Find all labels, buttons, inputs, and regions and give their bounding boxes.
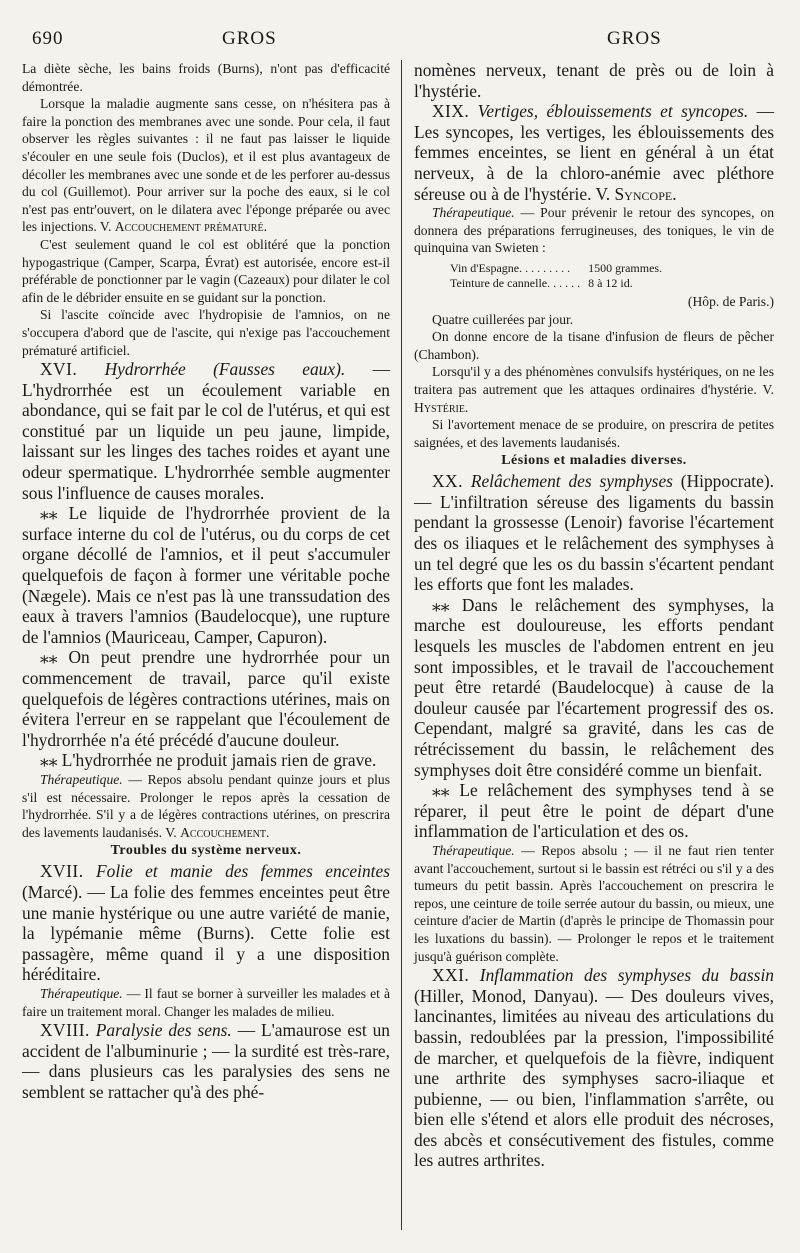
section-title: Folie et manie des femmes enceintes <box>96 861 390 882</box>
section-title: Vertiges, éblouissements et syncopes. <box>477 101 749 122</box>
recipe-row <box>450 261 670 276</box>
section-title: Hydrorrhée (Fausses eaux). <box>104 359 346 380</box>
section-xviii: XVIII. Paralysie des sens. — L'amaurose est un accident de l'albuminurie ; — la surdité est très-rare, — dans plusieurs cas les paralysies des sens ne semblent se rattacher qu'à des phé- <box>22 1020 390 1102</box>
section-number: XX. <box>432 471 463 492</box>
right-column <box>414 60 774 1171</box>
section-heading: Troubles du système nerveux. <box>110 843 302 859</box>
recipe-row <box>450 276 670 291</box>
right-running-title: GROS <box>607 28 662 49</box>
page-number: 690 <box>32 28 64 49</box>
recipe-source: (Hôp. de Paris.) <box>687 293 774 309</box>
section-title: Relâchement des symphyses <box>470 471 673 492</box>
paragraph: La diète sèche, les bains froids (Burns), n'ont pas d'efficacité démontrée. <box>22 61 390 94</box>
therapeutics-label: Thérapeutique. <box>432 842 515 858</box>
section-xxi: XXI. Inflammation des symphyses du bassin (Hiller, Monod, Danyau). — Des douleurs vives, lancinantes, limitées au niveau des articulations du bassin, redoublées par la pression, l'impossibilité de marcher, et quelquefois de la fièvre, indiquent une arthrite des symphyses sacro-iliaque et pubienne, — ou bien, l'inflammation s'arrête, ou bien elle s'étend et alors elle produit des nécroses, des abcès et consécutivement des fistules, comme les autres arthrites. <box>414 965 774 1171</box>
cross-reference: Syncope. <box>614 183 677 204</box>
recipe-quantity: 8 à 12 id. <box>588 275 633 290</box>
paragraph: Si l'ascite coïncide avec l'hydropisie de l'amnios, on ne s'occupera d'abord que de l'ascite, qui n'exige pas l'accouchement prématuré artificiel. <box>22 307 390 358</box>
paragraph: Si l'avortement menace de se produire, on prescrira de petites saignées, et des lavements laudanisés. <box>414 417 774 450</box>
paragraph: Lorsqu'il y a des phénomènes convulsifs hystériques, on ne les traitera pas autrement que les attaques ordinaires d'hystérie. V. Hystérie. <box>414 364 774 415</box>
paragraph: nomènes nerveux, tenant de près ou de loin à l'hystérie. <box>414 60 774 101</box>
left-column <box>22 60 390 1102</box>
paragraph: ⁎⁎ L'hydrorrhée ne produit jamais rien de grave. <box>40 750 377 771</box>
paragraph: Lorsque la maladie augmente sans cesse, on n'hésitera pas à faire la ponction des membranes avec une sonde. Pour cela, il faut observer les règles suivantes : il ne faut pas laisser le liquide s'écouler en une seule fois (Duclos), et il est plus avantageux de décoller les membranes avec une sonde et de les perforer au-dessus du col (Guillemot). Pour arriver sur la poche des eaux, si le col n'est pas entr'ouvert, on le dilatera avec l'éponge préparée ou avec les injections. V. Accouchement prématuré. <box>22 96 390 235</box>
running-header <box>22 28 800 58</box>
therapeutics-paragraph: Thérapeutique. — Repos absolu ; — il ne faut rien tenter avant l'accouchement, surtout si le bassin est rétréci ou s'il y a des tumeurs du petit bassin. Après l'accouchement on prescrira le repos, une ceinture de toile serrée autour du bassin, ou mieux, une ceinture d'acier de Martin (d'après le principe de Thomassin pour les luxations du bassin). — Prolonger le repos et le traitement jusqu'à guérison complète. <box>414 842 774 964</box>
cross-reference: Hystérie. <box>414 399 469 415</box>
left-running-title: GROS <box>222 28 277 49</box>
paragraph: ⁎⁎ On peut prendre une hydrorrhée pour un commencement de travail, parce qu'il existe quelquefois de légères contractions utérines, mais on évitera l'erreur en se rappelant que l'écoulement de l'hydrorrhée n'a été précédé d'aucune douleur. <box>22 647 390 750</box>
paragraph: C'est seulement quand le col est oblitéré que la ponction hypogastrique (Camper, Scarpa, Évrat) est autorisée, encore est-il préférable de ponctionner par le vagin (Cazeaux) pour dilater le col afin de le débrider ensuite en se guidant sur la ponction. <box>22 236 390 305</box>
section-heading: Lésions et maladies diverses. <box>501 453 687 469</box>
recipe-item: Teinture de cannelle. . . . . . <box>450 275 581 290</box>
section-number: XXI. <box>432 965 470 986</box>
paragraph: ⁎⁎ Le relâchement des symphyses tend à se réparer, il peut être le point de départ d'une inflammation de l'articulation et des os. <box>414 780 774 842</box>
paragraph: ⁎⁎ Le liquide de l'hydrorrhée provient de la surface interne du col de l'utérus, ou du corps de cet organe décollé de l'amnios, et il peut s'accumuler quelquefois de façon à former une véritable poche (Nægele). Mais ce n'est pas là une transsudation des eaux à travers l'amnios (Baudelocque), une rupture de l'amnios (Mauriceau, Camper, Capuron). <box>22 503 390 647</box>
section-number: XIX. <box>432 101 470 122</box>
column-divider <box>401 60 402 1230</box>
section-xx: XX. Relâchement des symphyses (Hippocrate). — L'infiltration séreuse des ligaments du bassin pendant la grossesse (Lenoir) favorise l'écartement des os iliaques et le relâchement des symphyses à un tel degré que les os du bassin s'écartent pendant les efforts que font les malades. <box>414 471 774 595</box>
section-number: XVIII. <box>40 1020 90 1041</box>
section-title: Inflammation des symphyses du bassin <box>479 965 774 986</box>
section-number: XVII. <box>40 861 84 882</box>
paragraph: ⁎⁎ Dans le relâchement des symphyses, la marche est douloureuse, les efforts pendant lesquels les muscles de l'abdomen entrent en jeu sont impossibles, et le travail de l'accouchement peut être retardé (Baudelocque) à cause de la douleur causée par l'écartement progressif des os. Cependant, malgré sa gravité, dans les cas de rétrécissement du bassin, le relâchement des symphyses doit être considéré comme un bienfait. <box>414 594 774 780</box>
section-title: Paralysie des sens. <box>95 1020 232 1041</box>
therapeutics-paragraph: Thérapeutique. — Pour prévenir le retour des syncopes, on donnera des préparations ferrugineuses, des toniques, le vin de quinquina van Swieten : <box>414 205 774 256</box>
recipe-quantity: 1500 grammes. <box>588 260 663 275</box>
paragraph: On donne encore de la tisane d'infusion de fleurs de pêcher (Chambon). <box>414 329 774 362</box>
therapeutics-paragraph: Thérapeutique. — Repos absolu pendant quinze jours et plus s'il est nécessaire. Prolonger le repos après la cessation de l'hydrorrhée. S'il y a de légères contractions utérines, on prescrira des lavements laudanisés. V. Accouchement. <box>22 771 390 840</box>
therapeutics-label: Thérapeutique. <box>40 771 123 787</box>
cross-reference: Accouchement prématuré. <box>114 219 267 235</box>
section-number: XVI. <box>40 359 78 380</box>
recipe-table <box>450 261 670 291</box>
cross-reference: Accouchement. <box>180 824 270 840</box>
section-xix: XIX. Vertiges, éblouissements et syncopes. — Les syncopes, les vertiges, les éblouissements des femmes enceintes, se lient en général à un état nerveux, à de la chloro-anémie avec pléthore séreuse ou à de l'hystérie. V. Syncope. <box>414 101 774 204</box>
section-xvii: XVII. Folie et manie des femmes enceintes (Marcé). — La folie des femmes enceintes peut être une manie hystérique ou une autre variété de manie, la lypémanie même (Burns). Cette folie est passagère, même quand il y a une disposition héréditaire. <box>22 861 390 985</box>
section-xvi: XVI. Hydrorrhée (Fausses eaux). — L'hydrorrhée est un écoulement variable en abondance, qui se fait par le col de l'utérus, et qui est constitué par un liquide un peu jaune, limpide, laissant sur les linges des taches roides et ayant une odeur spermatique. L'hydrorrhée semble augmenter sous l'influence de causes morales. <box>22 359 390 503</box>
therapeutics-label: Thérapeutique. <box>40 985 123 1001</box>
paragraph: Quatre cuillerées par jour. <box>432 311 574 327</box>
therapeutics-paragraph: Thérapeutique. — Il faut se borner à surveiller les malades et à faire un traitement moral. Changer les malades de milieu. <box>22 985 390 1019</box>
recipe-item: Vin d'Espagne. . . . . . . . . <box>450 260 571 275</box>
therapeutics-label: Thérapeutique. <box>432 205 515 221</box>
